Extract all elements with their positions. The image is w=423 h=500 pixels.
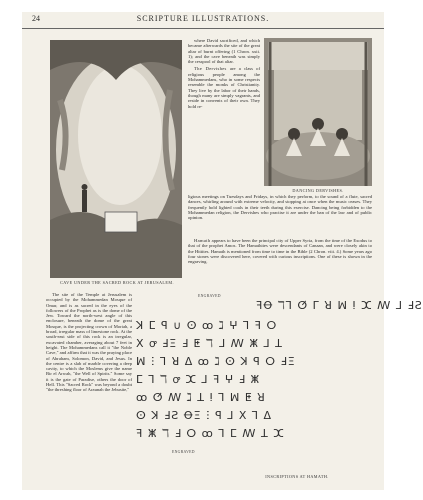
cave-image	[50, 40, 182, 278]
inscription-row: ꟽ ⵗ ⅂ ꓤ ⵠ ꝏ ℷ ⵙ ꓘ ꟼ ⵔ ℲΞ	[136, 355, 296, 368]
inscription-plate	[136, 294, 423, 466]
dervishes-engraving	[264, 38, 372, 186]
hamath-text	[188, 238, 372, 282]
inscription-row: ⵎ ꓶ ℸ ꝍ ⵋ ⅃ ꟻ ⵖ ꓞ ⵥ	[136, 373, 261, 386]
paragraph: The site of the Temple at Jerusalem is occupied by the Mohammedan Mosque of Omar, and is as sacred in the eyes of the followers of the Prophet as is the dome of the Jew. Toward the north-west angle of this enclosure, beneath the dome of the great Mosque, is the projecting crown of Moriah, a broad, irregular mass of limestone rock. At the south-east side of this rock is an irregular, excavated chamber, averaging about 7 feet in height. The Mohammedans call it "the Noble Cave," and affirm that it was the praying place of Abraham, Solomon, David, and Jesus. In the centre is a slab of marble covering a deep cavity, to which the Moslems give the name Bir el Arwah, "the Well of Spirits." Some say it is the gate of Paradise, others the door of Hell. This "Sacred Rock" was beyond a doubt "the threshing floor of Araunah the Jebusite,"	[46, 292, 132, 393]
page-number: 24	[32, 14, 40, 23]
inscription-row: ꓘ ⵎ ꟼ ∪ ⵙ ꝏ ℷ ⵖ ꓶ ꟻ ⵔ	[136, 319, 278, 332]
hamath-lead: Hamath	[194, 238, 211, 243]
dervishes-image	[264, 38, 372, 186]
paragraph-dervishes	[188, 66, 260, 108]
paragraph: where David sacrificed, and which became afterwards the site of the great altar of burnt offering (1 Chron. xxii. 1); and the cave beneath was simply the cesspool of that altar.	[188, 38, 260, 65]
inscriptions-caption: INSCRIPTIONS AT HAMATH.	[265, 474, 329, 479]
page-header	[22, 12, 384, 29]
inscription-row: ꟻꝊ ℸ⅂ ⵚ ᒥ ꓤ ꟽ ⵑ ⵋ ꟿ ⅃ ℲƧ	[256, 299, 423, 312]
cave-caption: CAVE UNDER THE SACRED ROCK AT JERUSALEM.	[60, 280, 174, 285]
cave-engraving	[50, 40, 182, 278]
inscription-row: ⵝ ꝍ ℲΞ ꓞ ⵟ ℸ ᒧ ꟿ ⵥ ⅃ ꓕ	[136, 337, 283, 350]
inscription-row: ꝏ ⵚ ꟿ ℷ ꓕ ⵑ ⅂ ꟽ ⵟ ꓤ	[136, 391, 266, 404]
inscription-row: ꟻ ⵥ ℸ ꓞ ⵔ ꝏ ⅂ ⵎ ꟿ ꓕ ⵋ	[136, 427, 285, 440]
left-column-text	[46, 292, 132, 482]
page	[22, 12, 423, 490]
dervishes-continued	[188, 194, 372, 234]
paragraph: ligious meetings on Tuesdays and Fridays, in which they perform, to the sound of a flute, sacred dances, whirling around with extreme velocity, and stopping at once when the music ceases. They frequently hold lighted coals in their teeth during this exercise. Dancing being forbidden to the Mohammedan religion, the Dervishes who practise it are under the ban of the law and of public opinion.	[188, 194, 372, 221]
inscription-label-top: ENGRAVED	[198, 294, 221, 298]
dervishes-caption: DANCING DERVISHES.	[292, 188, 344, 193]
dervishes-text: are a class of religious people among the Mohammedans, who in some respects resemble the monks of Christianity. They live by the labor of their hands, though many are simply vagrants, and reside in convents of their own. They hold re-	[188, 66, 261, 109]
inscription-label-bottom: ENGRAVED	[172, 450, 195, 454]
running-head: SCRIPTURE ILLUSTRATIONS.	[136, 14, 270, 23]
paragraph-hamath	[188, 238, 372, 264]
dervishes-lead: The Dervishes	[194, 66, 227, 72]
middle-column-text	[188, 38, 260, 153]
inscription-row: ⵙ ꓘ ℲƧ ꝊΞ ⵗ ꟼ ⅃ ⵝ ꓶ ⵠ	[136, 409, 273, 422]
hamath-body: appears to have been the principal city of Upper Syria, from the time of the Exodus to that of the prophet Amos. The Hamathites were descendants of Canaan, and were closely akin to the Hittites. Hamath is mentioned from time to time in the Bible (2 Chron. viii. 4.) Some years ago four stones were discovered here, covered with curious inscriptions. One of these is shown in the engraving.	[188, 238, 372, 265]
